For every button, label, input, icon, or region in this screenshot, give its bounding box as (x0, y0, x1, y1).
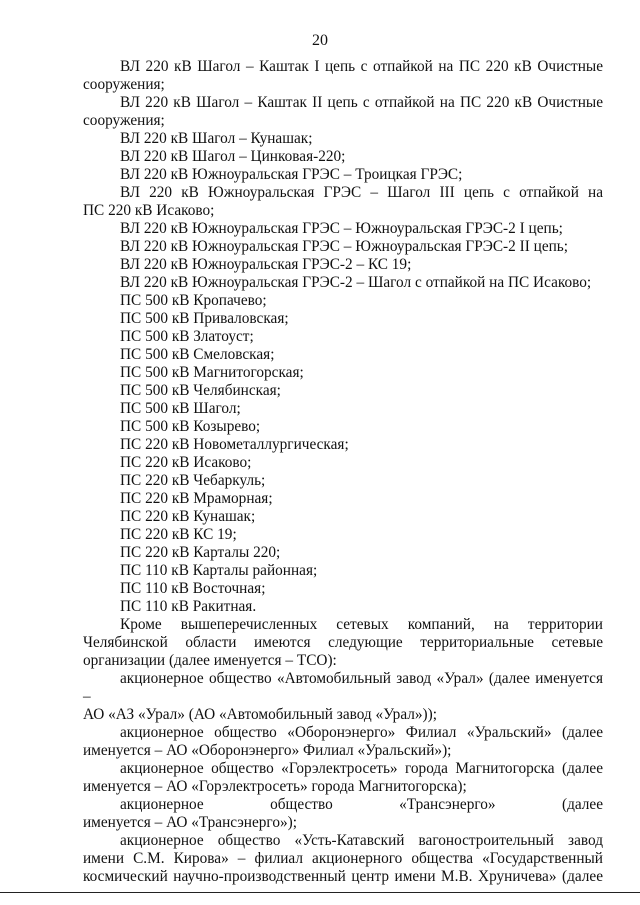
page-bottom-edge (0, 892, 640, 893)
org-item-first: акционерное общество «Оборонэнерго» Филиал «Уральский» (далее (120, 724, 603, 741)
substation-item: ПС 500 кВ Магнитогорская; (120, 364, 304, 381)
vl-line-rest: ПС 220 кВ Исаково; (83, 202, 215, 219)
vl-line: ВЛ 220 кВ Южноуральская ГРЭС-2 – КС 19; (120, 256, 412, 273)
substation-item: ПС 220 кВ КС 19; (120, 526, 237, 543)
substation-item: ПС 220 кВ Чебаркуль; (120, 472, 266, 489)
vl-line-rest: сооружения; (83, 112, 165, 129)
vl-line: ВЛ 220 кВ Шагол – Цинковая-220; (120, 148, 346, 165)
substation-item: ПС 500 кВ Приваловская; (120, 310, 289, 327)
substation-item: ПС 220 кВ Мраморная; (120, 490, 273, 507)
substation-item: ПС 500 кВ Челябинская; (120, 382, 281, 399)
org-item-rest: АО «АЗ «Урал» (АО «Автомобильный завод «Урал»)); (83, 706, 437, 723)
org-item (83, 670, 603, 724)
page-number: 20 (312, 32, 328, 49)
substation-item: ПС 220 кВ Новометаллургическая; (120, 436, 349, 453)
substation-item: ПС 500 кВ Смеловская; (120, 346, 275, 363)
tso-intro-line: Кроме вышеперечисленных сетевых компаний, на территории (120, 616, 603, 633)
substation-item: ПС 110 кВ Ракитная. (120, 598, 257, 615)
vl-line (83, 184, 603, 220)
vl-line-first: ВЛ 220 кВ Шагол – Каштак I цепь с отпайкой на ПС 220 кВ Очистные (120, 58, 603, 75)
vl-line: ВЛ 220 кВ Южноуральская ГРЭС – Южноуральская ГРЭС-2 II цепь; (120, 238, 569, 255)
org-item-first: акционерное общество «Горэлектросеть» города Магнитогорска (далее (120, 760, 603, 777)
org-item-first: акционерное общество «Автомобильный завод «Урал» (далее именуется – (83, 670, 603, 705)
org-item-rest: именуется – АО «Трансэнерго»); (83, 814, 297, 831)
substation-item: ПС 500 кВ Козырево; (120, 418, 261, 435)
org-item-rest: именуется – АО «Оборонэнерго» Филиал «Уральский»); (83, 742, 452, 759)
substation-item: ПС 500 кВ Шагол; (120, 400, 241, 417)
vl-line: ВЛ 220 кВ Южноуральская ГРЭС – Троицкая ГРЭС; (120, 166, 463, 183)
org-item-last (83, 832, 603, 886)
org-item-line: имени С.М. Кирова» – филиал акционерного общества «Государственный (83, 850, 603, 867)
vl-line: ВЛ 220 кВ Южноуральская ГРЭС – Южноуральская ГРЭС-2 I цепь; (120, 220, 563, 237)
org-item-line: космический научно-производственный центр имени М.В. Хруничева» (далее (83, 868, 603, 885)
vl-line-first: ВЛ 220 кВ Южноуральская ГРЭС – Шагол III цепь с отпайкой на (120, 184, 603, 201)
vl-line: ВЛ 220 кВ Южноуральская ГРЭС-2 – Шагол с отпайкой на ПС Исаково; (120, 274, 592, 291)
substation-item: ПС 500 кВ Златоуст; (120, 328, 254, 345)
substation-item: ПС 220 кВ Кунашак; (120, 508, 256, 525)
org-item (83, 760, 603, 796)
vl-line-rest: сооружения; (83, 76, 165, 93)
vl-line: ВЛ 220 кВ Шагол – Кунашак; (120, 130, 313, 147)
substation-item: ПС 220 кВ Исаково; (120, 454, 252, 471)
org-item-rest: именуется – АО «Горэлектросеть» города Магнитогорска); (83, 778, 467, 795)
vl-line (83, 94, 603, 130)
org-item-first: акционерное общество «Трансэнерго» (далее (120, 796, 603, 813)
tso-intro-line: организации (далее именуется – ТСО): (83, 652, 337, 669)
substation-item: ПС 500 кВ Кропачево; (120, 292, 267, 309)
org-item (83, 796, 603, 832)
substation-item: ПС 110 кВ Восточная; (120, 580, 266, 597)
tso-intro-line: Челябинской области имеются следующие территориальные сетевые (83, 634, 603, 651)
org-item-line: акционерное общество «Усть-Катавский вагоностроительный завод (120, 832, 603, 849)
substation-item: ПС 110 кВ Карталы районная; (120, 562, 318, 579)
vl-line-first: ВЛ 220 кВ Шагол – Каштак II цепь с отпайкой на ПС 220 кВ Очистные (120, 94, 603, 111)
org-item (83, 724, 603, 760)
document-body (83, 58, 603, 886)
vl-line (83, 58, 603, 94)
substation-item: ПС 220 кВ Карталы 220; (120, 544, 281, 561)
tso-intro-paragraph (83, 616, 603, 670)
